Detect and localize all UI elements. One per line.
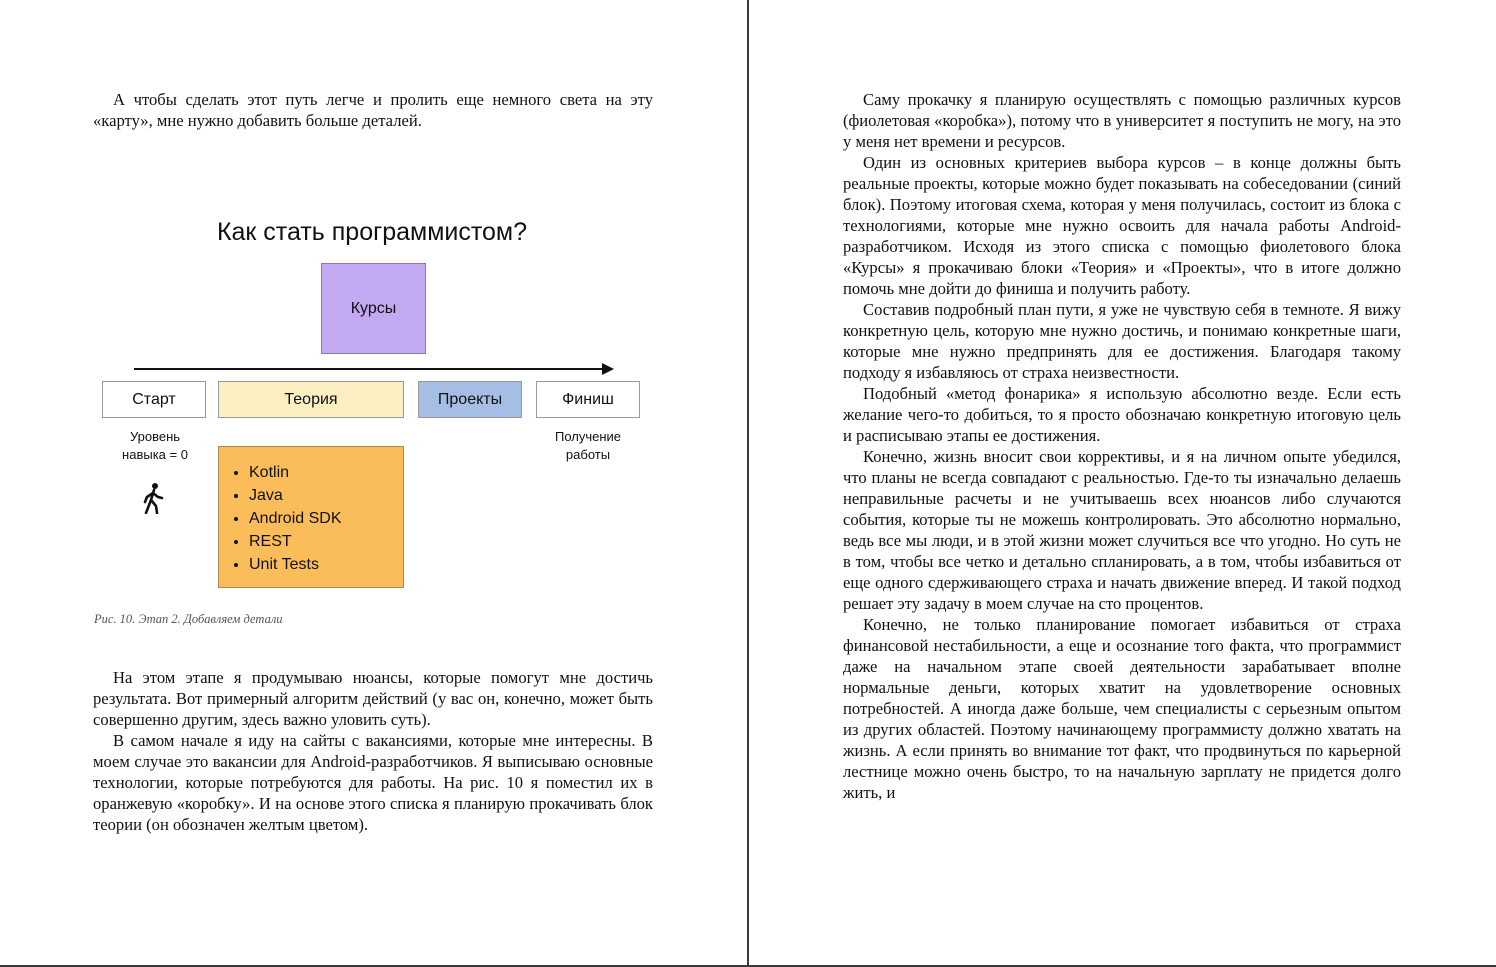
- courses-label: Курсы: [350, 299, 397, 317]
- intro-text: [93, 89, 653, 131]
- diagram-title: Как стать программистом?: [216, 218, 528, 246]
- list-item: • REST: [249, 530, 403, 553]
- paragraph: Один из основных критериев выбора курсов – в конце должны быть реальные проекты, которые можно будет показывать на собеседовании (синий блок). Поэтому итоговая схема, которая у меня получилась, состоит из блока с технологиями, которые мне нужно освоить для начала работы Android-разработчиком. Исходя из этого списка с помощью фиолетового блока «Курсы» я прокачиваю блоки «Теория» и «Проекты», что в итоге должно помочь мне дойти до финиша и получить работу.: [843, 153, 1401, 298]
- theory-box: [218, 381, 404, 418]
- start-label: Старт: [132, 390, 176, 408]
- list-item: • Unit Tests: [249, 553, 403, 576]
- paragraph: А чтобы сделать этот путь легче и пролить еще немного света на эту «карту», мне нужно добавить больше деталей.: [93, 90, 653, 130]
- technologies-box: [218, 446, 404, 588]
- body-text: [843, 89, 1401, 803]
- paragraph: Подобный «метод фонарика» я использую абсолютно везде. Если есть желание чего-то добиться, то я просто обозначаю конкретную итоговую цель и расписываю этапы ее достижения.: [843, 384, 1401, 445]
- finish-label: Финиш: [562, 390, 614, 408]
- figure-caption: Рис. 10. Этап 2. Добавляем детали: [94, 612, 283, 626]
- list-item: • Java: [249, 484, 403, 507]
- skill-level-line-1: Уровень: [129, 429, 181, 444]
- right-page: [749, 0, 1496, 965]
- projects-box: [418, 381, 522, 418]
- person-walking-icon: [141, 482, 167, 514]
- body-text: [93, 667, 653, 835]
- list-item: • Android SDK: [249, 507, 403, 530]
- paragraph: На этом этапе я продумываю нюансы, которые помогут мне достичь результата. Вот примерный алгоритм действий (у вас он, конечно, может быть совершенно другим, здесь важно уловить суть).: [93, 668, 653, 729]
- projects-label: Проекты: [437, 390, 503, 408]
- finish-box: [536, 381, 640, 418]
- skill-level-label: [95, 428, 215, 464]
- theory-label: Теория: [284, 390, 338, 408]
- list-item: • Kotlin: [249, 461, 403, 484]
- progress-arrow-line: [134, 368, 604, 370]
- career-path-diagram: [95, 210, 655, 600]
- paragraph: Составив подробный план пути, я уже не чувствую себя в темноте. Я вижу конкретную цель, которую мне нужно достичь, и понимаю конкретные шаги, которые мне нужно предпринять для ее достижения. Благодаря такому подходу я избавляюсь от страха неизвестности.: [843, 300, 1401, 382]
- get-job-line-2: работы: [565, 447, 611, 462]
- technologies-list: [219, 447, 403, 576]
- left-page: [0, 0, 747, 965]
- paragraph: В самом начале я иду на сайты с вакансиями, которые мне интересны. В моем случае это вакансии для Android-разработчиков. Я выписываю основные технологии, которые потребуются для работы. На рис. 10 я поместил их в оранжевую «коробку». И на основе этого списка я планирую прокачивать блок теории (он обозначен желтым цветом).: [93, 731, 653, 834]
- skill-level-line-2: навыка = 0: [122, 447, 188, 462]
- paragraph: Конечно, жизнь вносит свои коррективы, и я на личном опыте убедился, что планы не всегда совпадают с реальностью. Где-то ты изначально делаешь неправильные расчеты и не учитываешь всех нюансов либо случаются события, которые ты не можешь контролировать. Это абсолютно нормально, ведь все мы люди, и в этой жизни может случиться все что угодно. Но суть не в том, чтобы все четко и детально спланировать, а в том, чтобы избавиться от еще одного сдерживающего страха и начать движение вперед. И такой подход решает эту задачу в моем случае на сто процентов.: [843, 447, 1401, 613]
- get-job-label: [538, 428, 638, 464]
- start-box: [102, 381, 206, 418]
- paragraph: Конечно, не только планирование помогает избавиться от страха финансовой нестабильности, а еще и осознание того факта, что программист даже на начальном этапе своей деятельности зарабатывает вполне нормальные деньги, которых хватит на удовлетворение основных потребностей. А иногда даже больше, чем специалисты с серьезным опытом из других областей. Поэтому начинающему программисту должно хватать на жизнь. А если принять во внимание тот факт, что продвинуться по карьерной лестнице можно очень быстро, то на начальную зарплату не придется долго жить, и: [843, 615, 1401, 802]
- paragraph: Саму прокачку я планирую осуществлять с помощью различных курсов (фиолетовая «коробка»), потому что в университет я поступить не могу, на это у меня нет времени и ресурсов.: [843, 90, 1401, 151]
- courses-box: [321, 263, 426, 354]
- get-job-line-1: Получение: [554, 429, 622, 444]
- arrow-head-icon: [602, 363, 614, 375]
